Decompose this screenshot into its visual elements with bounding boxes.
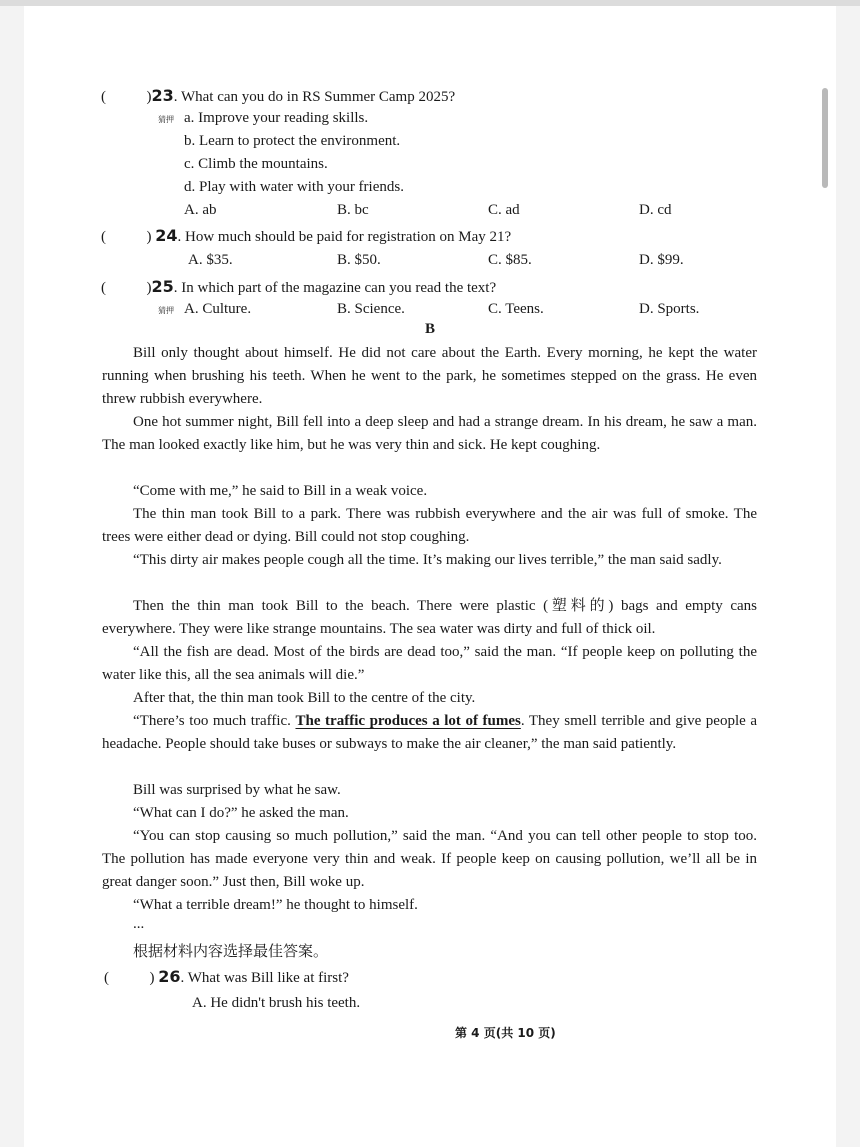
- section-heading: B: [425, 321, 436, 337]
- list-item: a. Improve your reading skills.: [184, 110, 369, 126]
- option-b: B. Science.: [337, 301, 405, 317]
- passage-paragraph: Bill only thought about himself. He did not care about the Earth. Every morning, he kept the water running when brushing his teeth. When he went to the park, he sometimes stepped on the grass. He even threw rubbish everywhere.: [102, 345, 757, 407]
- passage-paragraph: “What can I do?” he asked the man.: [133, 805, 349, 821]
- option-b: B. $50.: [337, 252, 381, 268]
- list-item: b. Learn to protect the environment.: [184, 133, 401, 149]
- question-stem: . What was Bill like at first?: [180, 970, 349, 986]
- passage-paragraph: “You can stop causing so much pollution,” said the man. “And you can tell other people to stop too. The pollution has made everyone very thin and weak. If people keep on causing pollution, we’ll all be in great danger soon.” Just then, Bill woke up.: [102, 828, 757, 890]
- question-26: [104, 967, 349, 988]
- question-25: [101, 277, 496, 298]
- passage-paragraph: [102, 710, 757, 756]
- passage-paragraph: One hot summer night, Bill fell into a deep sleep and had a strange dream. In his dream, he saw a man. The man looked exactly like him, but he was very thin and sick. He kept coughing.: [102, 414, 757, 453]
- answer-paren-close: ): [146, 280, 152, 296]
- answer-paren-open: (: [104, 970, 109, 986]
- guess-mark-icon: 猜押: [158, 306, 174, 315]
- question-stem: . What can you do in RS Summer Camp 2025?: [173, 89, 456, 105]
- question-number: 25: [151, 277, 174, 296]
- passage-text: . They smell terrible and give people a headache. People should take buses or subways to make the air cleaner,” the man said patiently.: [102, 713, 757, 752]
- instruction-text: 根据材料内容选择最佳答案。: [133, 942, 329, 960]
- option-d: D. cd: [639, 202, 672, 218]
- passage-paragraph: Bill was surprised by what he saw.: [133, 782, 341, 798]
- answer-paren-close: ): [146, 89, 152, 105]
- ellipsis: ...: [133, 916, 145, 932]
- passage-paragraph: “What a terrible dream!” he thought to himself.: [133, 897, 418, 913]
- passage-paragraph: “Come with me,” he said to Bill in a weak voice.: [133, 483, 428, 499]
- answer-paren-open: (: [101, 280, 106, 296]
- question-23: [101, 86, 455, 107]
- underlined-sentence: The traffic produces a lot of fumes: [295, 713, 521, 729]
- answer-paren-close: ): [149, 970, 155, 986]
- passage-paragraph: “This dirty air makes people cough all the time. It’s making our lives terrible,” the man said sadly.: [133, 552, 722, 568]
- passage-paragraph: The thin man took Bill to a park. There was rubbish everywhere and the air was full of smoke. The trees were either dead or dying. Bill could not stop coughing.: [102, 506, 757, 545]
- option-c: C. $85.: [488, 252, 532, 268]
- question-stem: . In which part of the magazine can you read the text?: [173, 280, 497, 296]
- option-a: A. Culture.: [184, 301, 252, 317]
- page-number: 第 4 页(共 10 页): [455, 1026, 556, 1040]
- option-d: D. $99.: [639, 252, 684, 268]
- answer-paren-open: (: [101, 89, 106, 105]
- passage-text: “There’s too much traffic.: [133, 713, 296, 729]
- answer-paren-open: (: [101, 229, 106, 245]
- question-24: [101, 226, 511, 247]
- question-number: 23: [151, 86, 174, 105]
- option-c: C. Teens.: [488, 301, 544, 317]
- option-a: A. $35.: [188, 252, 233, 268]
- option-a: A. ab: [184, 202, 217, 218]
- option-a: A. He didn't brush his teeth.: [192, 995, 361, 1011]
- list-item: c. Climb the mountains.: [184, 156, 328, 172]
- guess-mark-icon: 猜押: [158, 115, 174, 124]
- passage-paragraph: Then the thin man took Bill to the beach. There were plastic (塑料的) bags and empty cans everywhere. They were like strange mountains. The sea water was dirty and full of thick oil.: [102, 598, 757, 637]
- question-stem: . How much should be paid for registration on May 21?: [177, 229, 512, 245]
- option-d: D. Sports.: [639, 301, 700, 317]
- passage-paragraph: After that, the thin man took Bill to the centre of the city.: [133, 690, 476, 706]
- list-item: d. Play with water with your friends.: [184, 179, 404, 195]
- question-number: 26: [158, 967, 181, 986]
- question-number: 24: [155, 226, 178, 245]
- passage-paragraph: “All the fish are dead. Most of the birds are dead too,” said the man. “If people keep on polluting the water like this, all the sea animals will die.”: [102, 644, 757, 683]
- option-c: C. ad: [488, 202, 520, 218]
- answer-paren-close: ): [146, 229, 152, 245]
- scrollbar-thumb[interactable]: [822, 88, 828, 188]
- option-b: B. bc: [337, 202, 369, 218]
